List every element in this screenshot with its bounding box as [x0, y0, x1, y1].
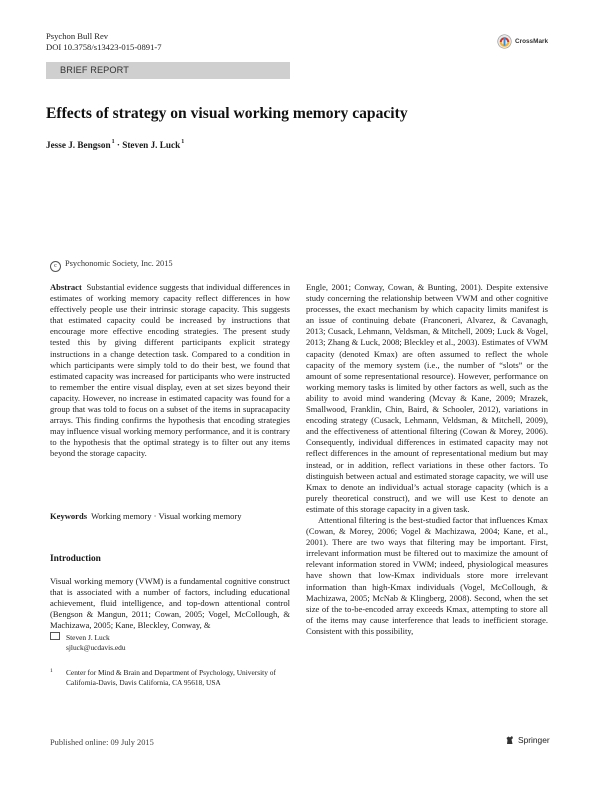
doi[interactable]: DOI 10.3758/s13423-015-0891-7	[46, 42, 162, 52]
journal-name: Psychon Bull Rev	[46, 31, 109, 41]
keywords-text: Working memory · Visual working memory	[91, 511, 242, 521]
correspondence-email[interactable]: sjluck@ucdavis.edu	[66, 643, 126, 652]
crossmark-badge[interactable]	[497, 32, 557, 50]
envelope-icon	[50, 632, 60, 640]
section-label: BRIEF REPORT	[60, 65, 129, 75]
body-paragraph: Engle, 2001; Conway, Cowan, & Bunting, 2001). Despite extensive study concerning the relationship between VWM and other cognitive processes, the exact mechanism by which capacity limits manifest is an issue of continuing debate (Franconeri, Alvarez, & Cavanagh, 2013; Cusack, Lehmann, Veldsman, & Mitchell, 2009; Luck & Vogel, 2013; Zhang & Luck, 2008; Bleckley et al., 2003). Estimates of VWM capacity (denoted Kmax) are often assumed to reflect the whole capacity of the memory system (i.e., the number of “slots” or the amount of some representational resource). However, performance on working memory tasks is limited by other factors as well, such as the ability to avoid mind wandering (Mcvay & Kane, 2009; Mrazek, Smallwood, Franklin, Chin, Baird, & Schooler, 2012), variations in encoding strategy (Cusack, Lehmann, Veldsman, & Mitchell, 2009), and the effectiveness of attentional filtering (Cowan & Morey, 2006). Consequently, individual differences in estimated capacity may not reflect differences in the amount of representational medium but may instead, or in addition, reflect variations in these other factors. To distinguish between actual and estimated storage capacity, we will use Kmax to denote an individual’s actual storage capacity (which is a purely theoretical construct), and we will use Kest to denote an estimate of this storage capacity in a given task.	[306, 282, 548, 514]
copyright-line	[50, 259, 173, 272]
author-name[interactable]: Jesse J. Bengson	[46, 140, 111, 150]
section-label-bar	[46, 62, 290, 79]
published-date: Published online: 09 July 2015	[50, 738, 154, 747]
article-title: Effects of strategy on visual working memory capacity	[46, 105, 408, 122]
author-name[interactable]: Steven J. Luck	[122, 140, 181, 150]
abstract-text: Substantial evidence suggests that individual differences in estimates of working memory capacity reflect differences in how effectively people use their intrinsic storage capacity. This suggests that estimated capacity could be increased by instructions that encourage more effective encoding strategies. The present study tested this by giving different participants explicit strategy instructions in a change detection task. Compared to a condition in which participants were simply told to do their best, we found that estimated capacity was increased for participants who were instructed to remember the entire visual display, even at set sizes beyond their capacity. However, no increase in estimated capacity was found for a group that was told to focus on a subset of the items in supracapacity arrays. This finding confirms the hypothesis that encoding strategies may influence visual working memory performance, and it is contrary to the hypothesis that the optimal strategy is to filter out any items beyond the storage capacity.	[50, 282, 290, 459]
correspondence-name: Steven J. Luck	[66, 633, 110, 642]
correspondence	[50, 632, 126, 653]
crossmark-icon	[497, 34, 512, 49]
author-separator: ·	[114, 140, 123, 150]
crossmark-label: CrossMark	[515, 37, 549, 45]
springer-horse-icon	[505, 735, 515, 745]
affiliation-marker: 1	[181, 139, 185, 145]
keywords-line	[50, 511, 295, 521]
affiliation-number: 1	[50, 668, 53, 674]
author-list	[46, 140, 184, 150]
affiliation-note	[50, 668, 290, 688]
abstract-block	[50, 282, 290, 460]
introduction-paragraph: Visual working memory (VWM) is a fundamental cognitive construct that is associated with a number of factors, including educational achievement, fluid intelligence, and top-down attentional control (Bengson & Mangun, 2011; Cowan, 2005; Vogel, McCollough, & Machizawa, 2005; Kane, Bleckley, Conway, &	[50, 576, 290, 631]
body-right-column	[306, 282, 548, 637]
copyright-text: Psychonomic Society, Inc. 2015	[65, 259, 173, 268]
publisher-name: Springer	[518, 735, 550, 745]
body-paragraph: Attentional filtering is the best-studied factor that influences Kmax (Cowan, & Morey, 2006; Vogel & Machizawa, 2004; Kane, et al., 2001). There are two ways that filtering may be important. First, irrelevant information must be filtered out to maximize the amount of relevant information stored in VWM; indeed, physiological measures have shown that low-Kmax individuals store more irrelevant information than high-Kmax individuals (Vogel, McCollough, & Machizawa, 2005; McNab & Klingberg, 2008). Second, when the set size of the to-be-encoded array exceeds Kmax, attempting to store all of the items may cause interference that leads to inefficient storage. Consistent with this possibility,	[306, 514, 548, 636]
publisher-logo[interactable]	[505, 735, 550, 745]
copyright-icon: c	[50, 261, 61, 272]
affiliation-text: Center for Mind & Brain and Department of Psychology, University of California-Davis, Davis California, CA 95618, USA	[66, 668, 276, 687]
introduction-heading: Introduction	[50, 554, 101, 564]
keywords-label: Keywords	[50, 511, 88, 521]
affiliation-marker: 1	[111, 139, 115, 145]
abstract-label: Abstract	[50, 282, 82, 292]
